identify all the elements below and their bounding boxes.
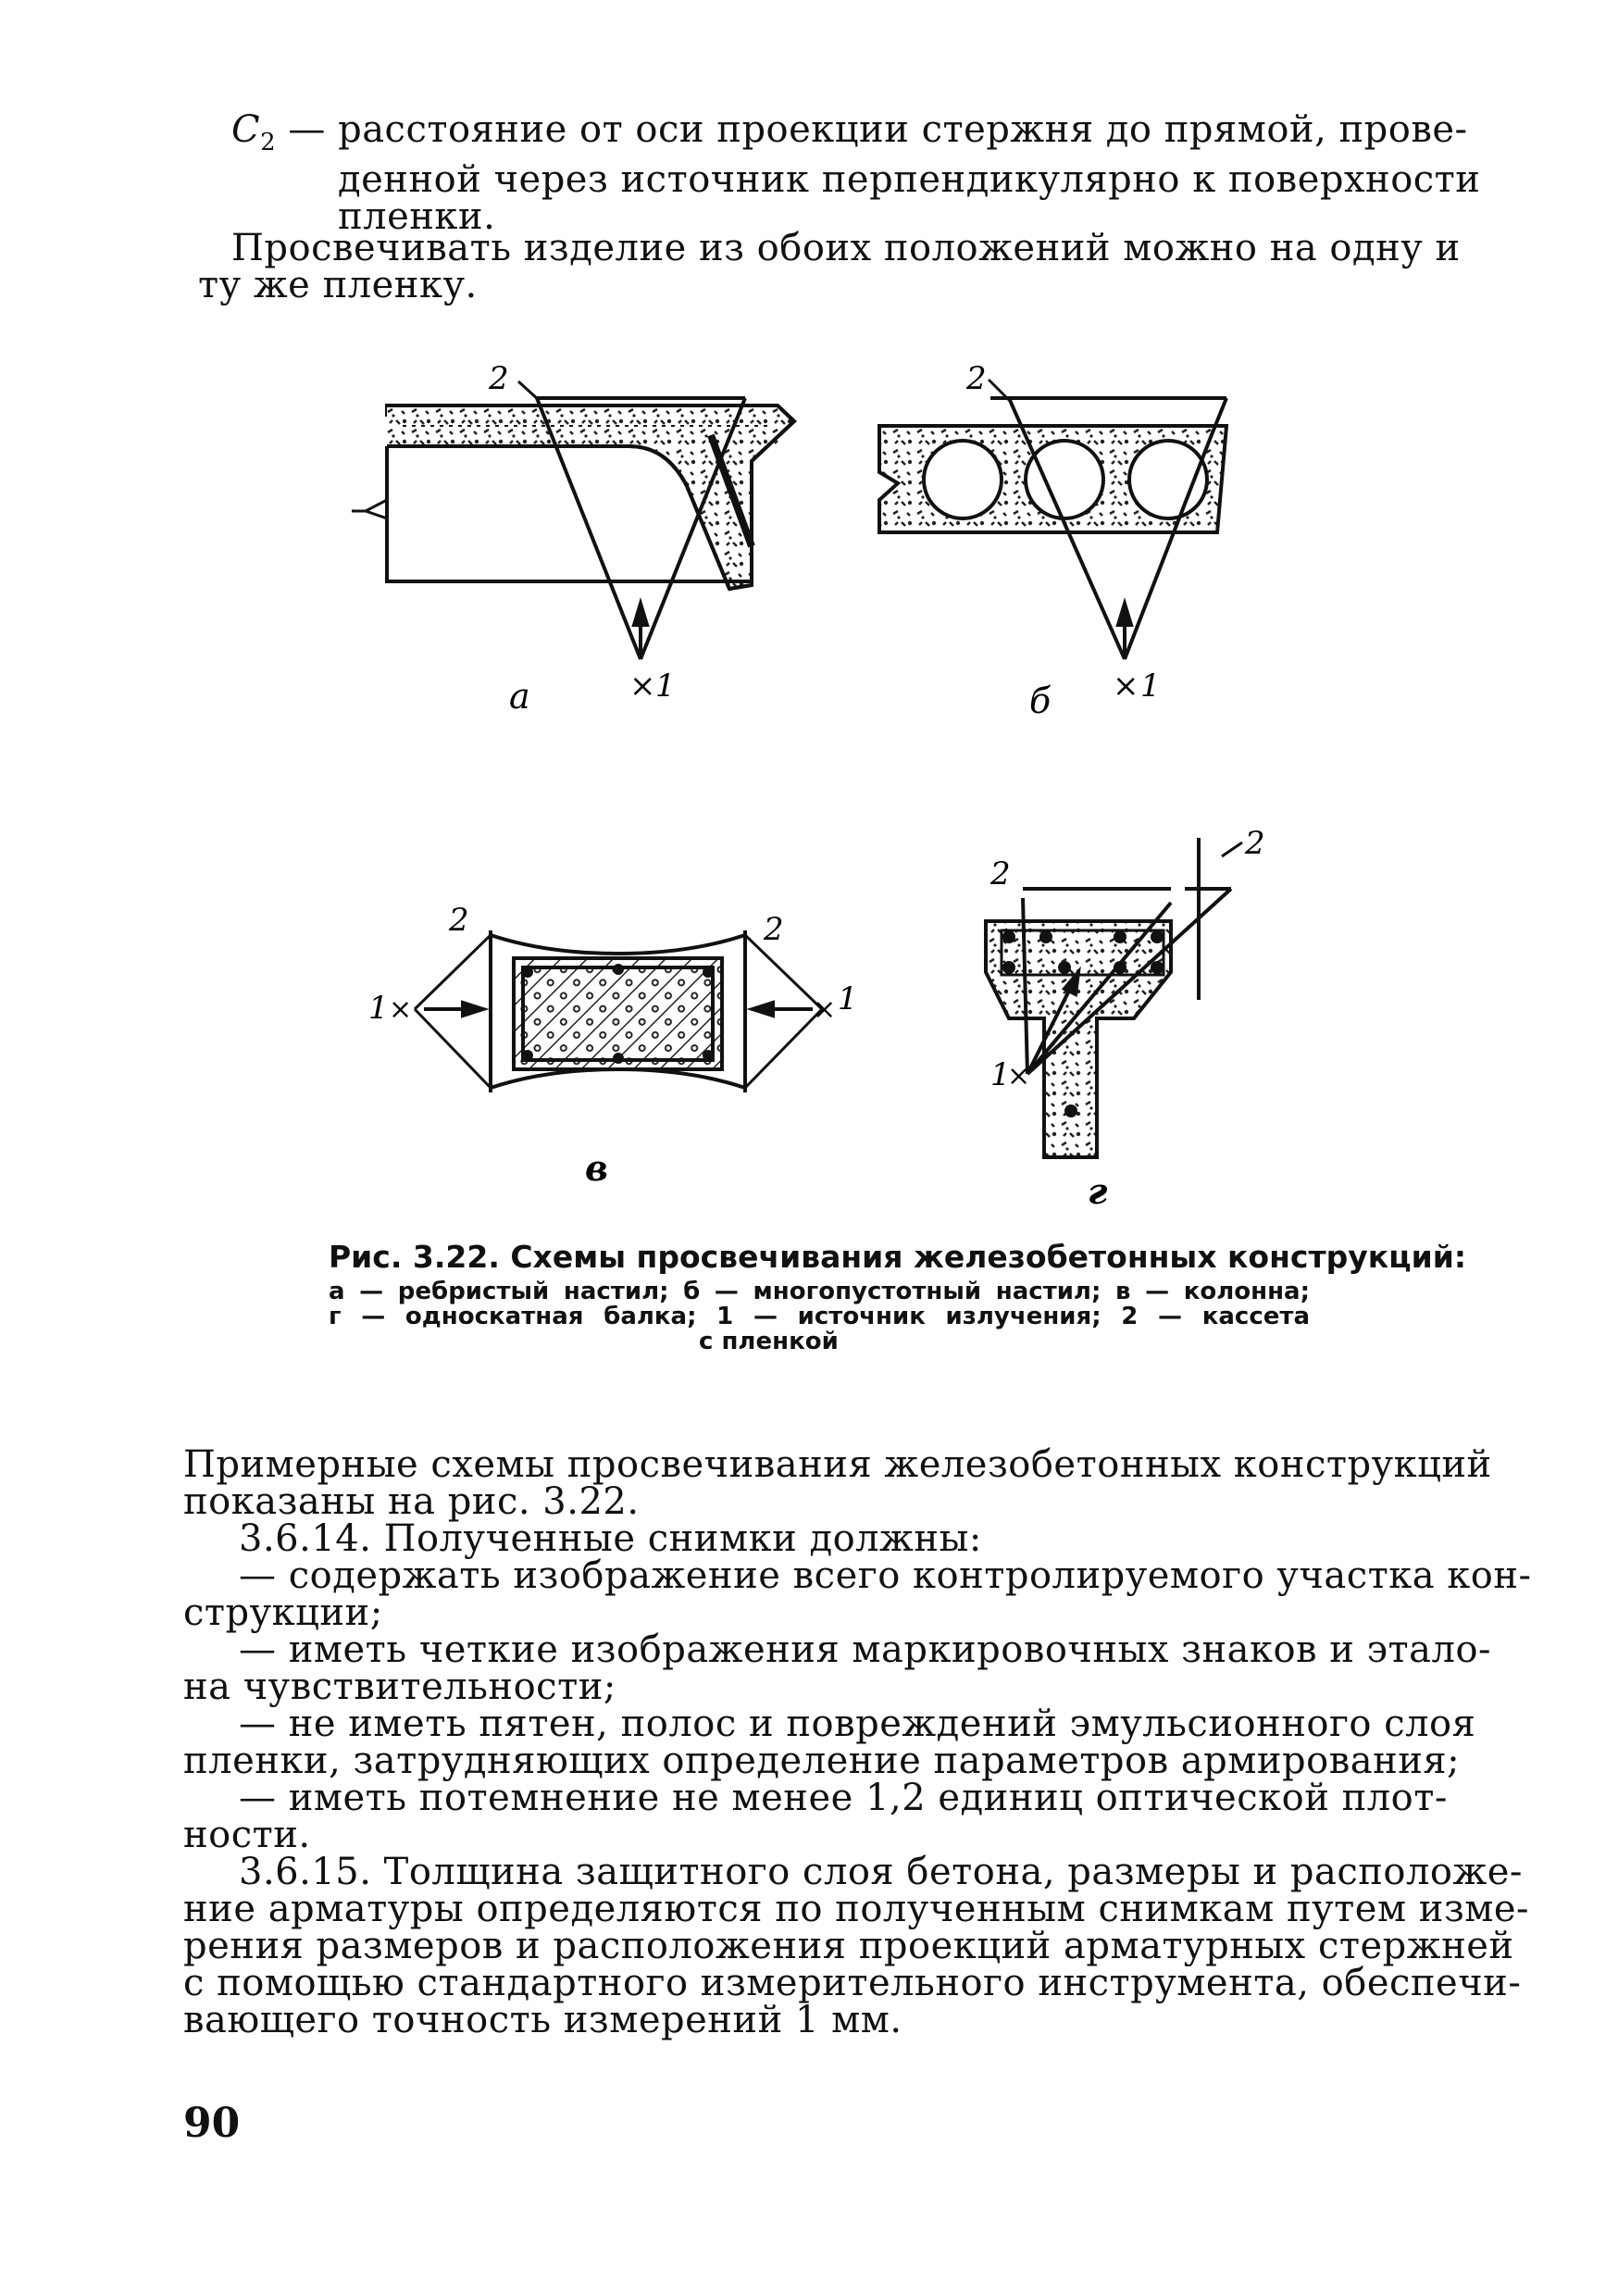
body-p6-line-2: ности. xyxy=(183,1814,311,1856)
body-p7-line-4: с помощью стандартного измерительного инструмента, обеспечи- xyxy=(183,1962,1522,2004)
figure-v-column xyxy=(415,930,822,1092)
body-p6-line-1: — иметь потемнение не менее 1,2 единиц оптической плот- xyxy=(239,1777,1448,1819)
body-p3-line-2: струкции; xyxy=(183,1591,383,1634)
figure-a-label-cassette: 2 xyxy=(489,360,509,397)
definition-text-1: расстояние от оси проекции стержня до прямой, прове- xyxy=(338,108,1468,151)
figure-g-label-source: 1 xyxy=(990,1056,1011,1093)
figure-g-label: г xyxy=(1088,1170,1108,1212)
figure-a-ribbed-slab xyxy=(352,381,794,659)
figure-v-label: в xyxy=(585,1147,608,1189)
caption-body xyxy=(329,1279,1310,1354)
figure-g-label-cassette-left: 2 xyxy=(990,855,1011,892)
figure-g-source-mark: × xyxy=(1007,1060,1031,1092)
body-p7-line-5: вающего точность измерений 1 мм. xyxy=(183,1999,902,2041)
caption-line-1: а — ребристый настил; б — многопустотный настил; в — колонна; xyxy=(329,1278,1310,1305)
definition-line-2: денной через источник перпендикулярно к поверхности xyxy=(338,158,1481,201)
figure-v-label-source-left: 1 xyxy=(368,990,389,1027)
body-p4-line-1: — иметь четкие изображения маркировочных знаков и этало- xyxy=(239,1628,1492,1671)
definition-symbol: C xyxy=(231,108,261,151)
figure-b-label-cassette: 2 xyxy=(966,360,987,397)
caption-line-3: с пленкой xyxy=(699,1328,839,1355)
figure-caption xyxy=(329,1239,1467,1355)
definition-line-3: пленки. xyxy=(338,195,496,238)
caption-title: Рис. 3.22. Схемы просвечивания железобетонных конструкций: xyxy=(329,1239,1467,1275)
body-p3-line-1: — содержать изображение всего контролируемого участка кон- xyxy=(239,1554,1532,1597)
caption-line-2: г — односкатная балка; 1 — источник излучения; 2 — кассета xyxy=(329,1303,1310,1330)
figure-v-source-mark-left: × xyxy=(389,993,413,1026)
figure-b-label-source: 1 xyxy=(1140,668,1161,705)
figure-a-source-mark: × xyxy=(629,668,656,705)
body-p7-line-3: рения размеров и расположения проекций арматурных стержней xyxy=(183,1925,1514,1967)
body-p1-line-2: показаны на рис. 3.22. xyxy=(183,1480,640,1523)
body-p5-line-1: — не иметь пятен, полос и повреждений эмульсионного слоя xyxy=(239,1703,1476,1745)
figure-v-label-cassette-left: 2 xyxy=(449,902,469,939)
body-text xyxy=(183,1443,1532,2041)
figure-a-label: а xyxy=(509,676,530,717)
body-p5-line-2: пленки, затрудняющих определение параметров армирования; xyxy=(183,1740,1461,1782)
figure-v-label-cassette-right: 2 xyxy=(764,911,784,948)
figure-g-label-cassette-right: 2 xyxy=(1245,825,1265,862)
body-p7-line-1: 3.6.15. Толщина защитного слоя бетона, размеры и расположе- xyxy=(239,1851,1523,1893)
body-p2-line-1: 3.6.14. Полученные снимки должны: xyxy=(239,1517,982,1560)
figure-b-label: б xyxy=(1029,680,1052,721)
definition-subscript: 2 xyxy=(260,129,277,156)
definition-dash: — xyxy=(276,108,339,151)
body-p7-line-2: ние арматуры определяются по полученным снимкам путем изме- xyxy=(183,1888,1530,1930)
figure-a-label-source: 1 xyxy=(655,668,676,705)
figure-g-beam xyxy=(986,838,1242,1157)
body-p1-line-1: Примерные схемы просвечивания железобетонных конструкций xyxy=(183,1443,1492,1486)
page-number: 90 xyxy=(183,2100,241,2147)
figure-v-label-source-right: 1 xyxy=(838,980,858,1017)
body-p4-line-2: на чувствительности; xyxy=(183,1666,616,1708)
intro-line-1: Просвечивать изделие из обоих положений можно на одну и xyxy=(231,227,1461,269)
figure-b-source-mark: × xyxy=(1113,668,1139,705)
intro-line-2: ту же пленку. xyxy=(198,264,478,306)
figure-v-source-mark-right: × xyxy=(813,993,837,1026)
figure-b-hollow-slab xyxy=(879,380,1226,659)
